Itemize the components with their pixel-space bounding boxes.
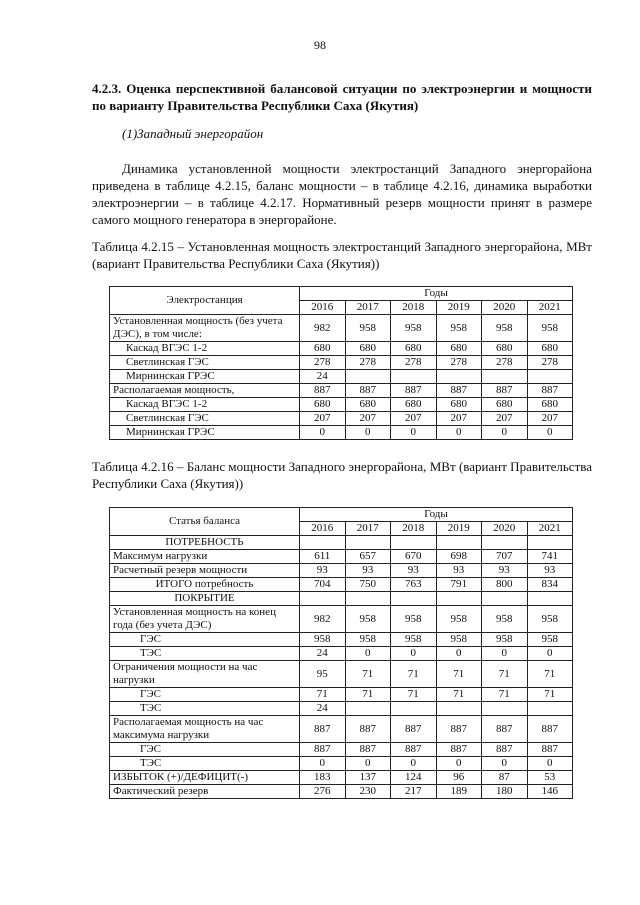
value-cell: 24	[300, 647, 346, 661]
value-cell: 87	[482, 771, 528, 785]
value-cell: 137	[345, 771, 391, 785]
value-cell	[345, 370, 391, 384]
value-cell	[482, 370, 528, 384]
value-cell: 71	[436, 688, 482, 702]
table-row	[110, 688, 573, 702]
value-cell: 958	[527, 633, 573, 647]
table-row	[110, 592, 573, 606]
value-cell: 958	[482, 633, 528, 647]
row-label: ТЭС	[110, 757, 300, 771]
value-cell	[391, 370, 437, 384]
value-cell: 278	[527, 356, 573, 370]
row-label: ИЗБЫТОК (+)/ДЕФИЦИТ(-)	[110, 771, 300, 785]
table-row	[110, 370, 573, 384]
value-cell: 707	[482, 550, 528, 564]
row-label: Светлинская ГЭС	[110, 412, 300, 426]
row-label: Расчетный резерв мощности	[110, 564, 300, 578]
value-cell: 887	[436, 743, 482, 757]
value-cell: 680	[482, 342, 528, 356]
value-cell: 71	[436, 661, 482, 688]
value-cell: 680	[391, 398, 437, 412]
row-label: ПОКРЫТИЕ	[110, 592, 300, 606]
value-cell: 189	[436, 785, 482, 799]
value-cell: 680	[527, 398, 573, 412]
value-cell: 958	[436, 315, 482, 342]
value-cell: 71	[345, 661, 391, 688]
value-cell: 887	[345, 716, 391, 743]
value-cell: 207	[527, 412, 573, 426]
row-label: ТЭС	[110, 702, 300, 716]
value-cell	[391, 702, 437, 716]
table-row	[110, 384, 573, 398]
value-cell: 276	[300, 785, 346, 799]
value-cell: 680	[300, 342, 346, 356]
value-cell: 278	[300, 356, 346, 370]
value-cell	[482, 702, 528, 716]
value-cell: 207	[391, 412, 437, 426]
table1-years-header: Годы	[300, 287, 573, 301]
value-cell: 71	[391, 661, 437, 688]
value-cell: 0	[391, 647, 437, 661]
table-row	[110, 412, 573, 426]
value-cell: 887	[482, 384, 528, 398]
value-cell: 887	[300, 384, 346, 398]
value-cell: 958	[300, 633, 346, 647]
value-cell: 680	[527, 342, 573, 356]
value-cell: 0	[527, 757, 573, 771]
table-row	[110, 342, 573, 356]
value-cell	[436, 536, 482, 550]
value-cell: 207	[300, 412, 346, 426]
table-installed-capacity	[109, 286, 573, 440]
table-row	[110, 743, 573, 757]
value-cell: 217	[391, 785, 437, 799]
year-header: 2019	[436, 301, 482, 315]
value-cell: 230	[345, 785, 391, 799]
table-row	[110, 398, 573, 412]
value-cell: 763	[391, 578, 437, 592]
table-row	[110, 550, 573, 564]
table-row	[110, 536, 573, 550]
year-header: 2016	[300, 301, 346, 315]
row-label: ГЭС	[110, 688, 300, 702]
table2-col-header: Статья баланса	[110, 508, 300, 536]
value-cell: 887	[391, 716, 437, 743]
value-cell: 278	[345, 356, 391, 370]
value-cell: 887	[300, 716, 346, 743]
value-cell: 71	[391, 688, 437, 702]
table-row	[110, 356, 573, 370]
value-cell	[436, 592, 482, 606]
table-row	[110, 315, 573, 342]
value-cell: 680	[345, 342, 391, 356]
year-header: 2017	[345, 301, 391, 315]
value-cell: 670	[391, 550, 437, 564]
value-cell: 958	[527, 315, 573, 342]
value-cell: 887	[345, 743, 391, 757]
value-cell: 71	[527, 661, 573, 688]
table1-body	[110, 315, 573, 440]
row-label: Максимум нагрузки	[110, 550, 300, 564]
value-cell: 71	[482, 661, 528, 688]
value-cell: 0	[436, 647, 482, 661]
value-cell: 958	[345, 606, 391, 633]
value-cell: 278	[436, 356, 482, 370]
value-cell: 958	[482, 606, 528, 633]
value-cell: 887	[527, 716, 573, 743]
value-cell	[300, 536, 346, 550]
table-row	[110, 606, 573, 633]
value-cell: 680	[300, 398, 346, 412]
table2-years-header: Годы	[300, 508, 573, 522]
value-cell: 791	[436, 578, 482, 592]
value-cell: 0	[527, 647, 573, 661]
value-cell: 680	[436, 342, 482, 356]
table-row	[110, 716, 573, 743]
value-cell: 71	[345, 688, 391, 702]
value-cell: 96	[436, 771, 482, 785]
value-cell: 71	[300, 688, 346, 702]
value-cell: 958	[436, 633, 482, 647]
value-cell: 0	[436, 757, 482, 771]
value-cell: 0	[345, 647, 391, 661]
value-cell: 887	[482, 743, 528, 757]
value-cell: 958	[345, 633, 391, 647]
value-cell: 834	[527, 578, 573, 592]
row-label: Располагаемая мощность,	[110, 384, 300, 398]
value-cell: 146	[527, 785, 573, 799]
row-label: Установленная мощность (без учета ДЭС), в том числе:	[110, 315, 300, 342]
year-header: 2020	[482, 522, 528, 536]
value-cell: 0	[391, 426, 437, 440]
value-cell	[436, 370, 482, 384]
value-cell: 958	[391, 315, 437, 342]
value-cell: 800	[482, 578, 528, 592]
value-cell: 0	[345, 426, 391, 440]
value-cell: 0	[482, 647, 528, 661]
value-cell: 704	[300, 578, 346, 592]
value-cell: 95	[300, 661, 346, 688]
value-cell	[527, 370, 573, 384]
value-cell: 982	[300, 606, 346, 633]
value-cell: 958	[391, 633, 437, 647]
row-label: ГЭС	[110, 743, 300, 757]
row-label: ИТОГО потребность	[110, 578, 300, 592]
row-label: Располагаемая мощность на час максимума нагрузки	[110, 716, 300, 743]
row-label: Ограничения мощности на час нагрузки	[110, 661, 300, 688]
year-header: 2020	[482, 301, 528, 315]
value-cell: 278	[391, 356, 437, 370]
value-cell: 0	[300, 426, 346, 440]
value-cell: 887	[391, 384, 437, 398]
value-cell: 207	[482, 412, 528, 426]
value-cell: 887	[345, 384, 391, 398]
row-label: Фактический резерв	[110, 785, 300, 799]
value-cell	[300, 592, 346, 606]
row-label: ГЭС	[110, 633, 300, 647]
value-cell: 207	[436, 412, 482, 426]
table-row	[110, 702, 573, 716]
year-header: 2021	[527, 522, 573, 536]
row-label: Мирнинская ГРЭС	[110, 426, 300, 440]
table-row	[110, 771, 573, 785]
value-cell: 680	[391, 342, 437, 356]
value-cell	[345, 702, 391, 716]
value-cell	[436, 702, 482, 716]
table-row	[110, 564, 573, 578]
table2-body	[110, 536, 573, 799]
table-row	[110, 785, 573, 799]
value-cell: 278	[482, 356, 528, 370]
value-cell: 71	[482, 688, 528, 702]
table-row	[110, 578, 573, 592]
value-cell	[482, 536, 528, 550]
year-header: 2021	[527, 301, 573, 315]
row-label: Мирнинская ГРЭС	[110, 370, 300, 384]
table-row	[110, 647, 573, 661]
value-cell: 0	[300, 757, 346, 771]
value-cell	[391, 536, 437, 550]
value-cell: 982	[300, 315, 346, 342]
value-cell: 93	[482, 564, 528, 578]
value-cell: 958	[391, 606, 437, 633]
value-cell: 53	[527, 771, 573, 785]
year-header: 2017	[345, 522, 391, 536]
row-label: Каскад ВГЭС 1-2	[110, 398, 300, 412]
value-cell: 958	[345, 315, 391, 342]
row-label: Установленная мощность на конец года (без учета ДЭС)	[110, 606, 300, 633]
value-cell: 750	[345, 578, 391, 592]
body-paragraph: Динамика установленной мощности электростанций Западного энергорайона приведена в таблице 4.2.15, баланс мощности – в таблице 4.2.16, динамика выработки электроэнергии – в таблице 4.2.17. Нормативный резерв мощности принят в размере самого мощного генератора в энергорайоне.	[92, 161, 592, 227]
table-row	[110, 661, 573, 688]
value-cell: 680	[345, 398, 391, 412]
value-cell: 0	[391, 757, 437, 771]
table-row	[110, 633, 573, 647]
value-cell: 958	[436, 606, 482, 633]
value-cell	[482, 592, 528, 606]
value-cell: 958	[482, 315, 528, 342]
value-cell: 887	[300, 743, 346, 757]
value-cell	[527, 702, 573, 716]
value-cell: 958	[527, 606, 573, 633]
value-cell: 24	[300, 702, 346, 716]
value-cell: 93	[527, 564, 573, 578]
value-cell	[345, 592, 391, 606]
value-cell: 887	[527, 743, 573, 757]
value-cell: 24	[300, 370, 346, 384]
value-cell: 93	[391, 564, 437, 578]
value-cell: 698	[436, 550, 482, 564]
subsection-title: (1)Западный энергорайон	[122, 126, 264, 141]
value-cell: 680	[436, 398, 482, 412]
value-cell	[527, 536, 573, 550]
value-cell: 680	[482, 398, 528, 412]
value-cell	[527, 592, 573, 606]
table1-col-header: Электростанция	[110, 287, 300, 315]
table-row	[110, 426, 573, 440]
value-cell: 887	[391, 743, 437, 757]
value-cell: 741	[527, 550, 573, 564]
row-label: Каскад ВГЭС 1-2	[110, 342, 300, 356]
year-header: 2018	[391, 301, 437, 315]
row-label: ПОТРЕБНОСТЬ	[110, 536, 300, 550]
value-cell: 183	[300, 771, 346, 785]
value-cell: 0	[345, 757, 391, 771]
row-label: ТЭС	[110, 647, 300, 661]
value-cell: 0	[436, 426, 482, 440]
value-cell: 657	[345, 550, 391, 564]
value-cell: 93	[300, 564, 346, 578]
section-heading: 4.2.3. Оценка перспективной балансовой ситуации по электроэнергии и мощности по варианту Правительства Республики Саха (Якутия)	[92, 81, 592, 113]
page-number: 98	[314, 38, 326, 52]
value-cell: 611	[300, 550, 346, 564]
value-cell: 0	[527, 426, 573, 440]
value-cell: 887	[482, 716, 528, 743]
value-cell	[391, 592, 437, 606]
table-row	[110, 757, 573, 771]
year-header: 2016	[300, 522, 346, 536]
year-header: 2018	[391, 522, 437, 536]
value-cell: 71	[527, 688, 573, 702]
table1-caption: Таблица 4.2.15 – Установленная мощность электростанций Западного энергорайона, МВт (вариант Правительства Республики Саха (Якутия))	[92, 239, 592, 271]
value-cell: 887	[436, 716, 482, 743]
year-header: 2019	[436, 522, 482, 536]
table-power-balance	[109, 507, 573, 799]
table2-caption: Таблица 4.2.16 – Баланс мощности Западного энергорайона, МВт (вариант Правительства Республики Саха (Якутия))	[92, 459, 592, 491]
value-cell: 887	[527, 384, 573, 398]
value-cell: 887	[436, 384, 482, 398]
value-cell: 93	[436, 564, 482, 578]
value-cell: 93	[345, 564, 391, 578]
row-label: Светлинская ГЭС	[110, 356, 300, 370]
value-cell: 180	[482, 785, 528, 799]
value-cell: 124	[391, 771, 437, 785]
value-cell: 207	[345, 412, 391, 426]
value-cell: 0	[482, 426, 528, 440]
value-cell: 0	[482, 757, 528, 771]
value-cell	[345, 536, 391, 550]
